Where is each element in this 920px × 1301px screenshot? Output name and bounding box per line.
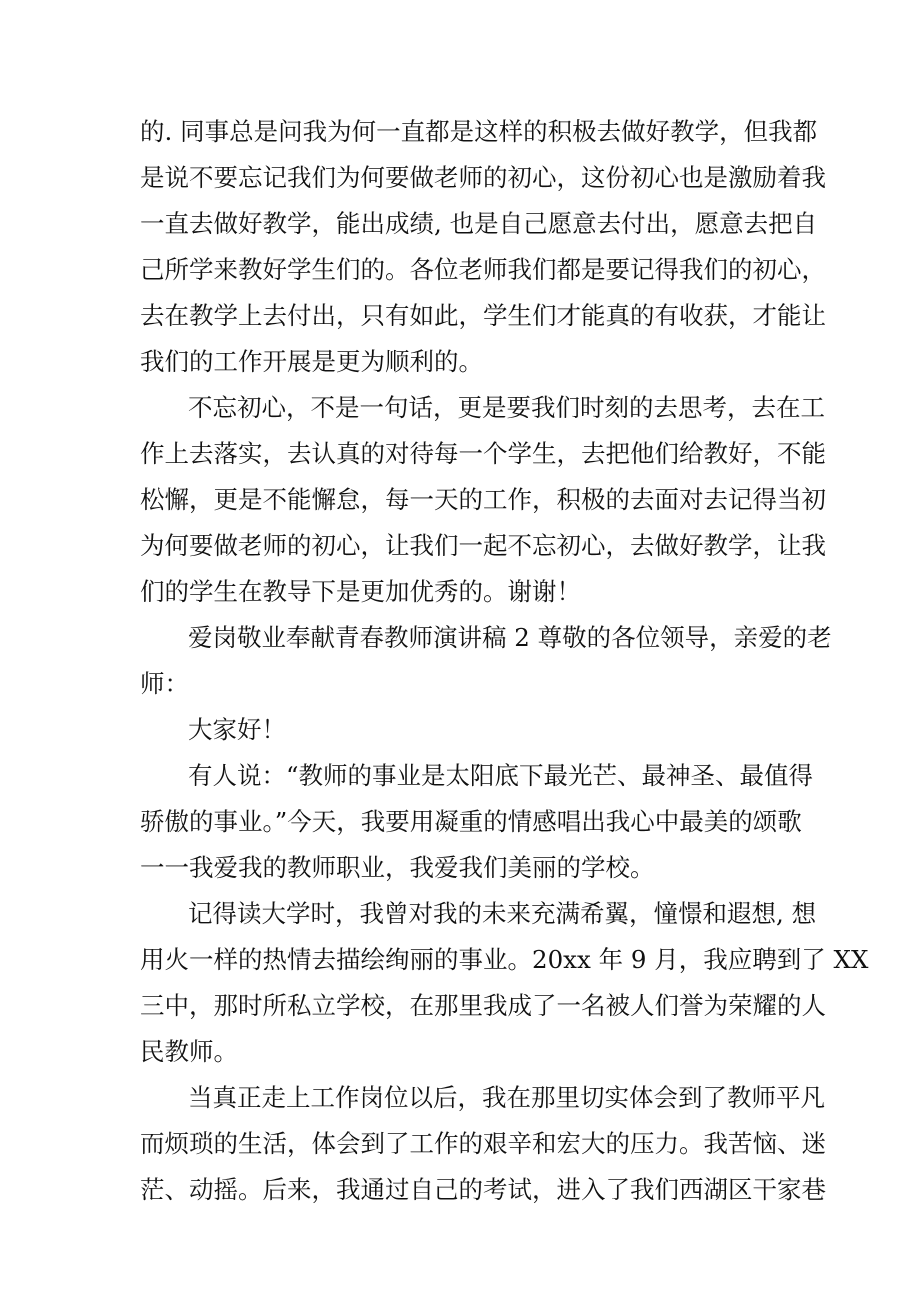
text-line: 松懈，更是不能懈怠，每一天的工作，积极的去面对去记得当初 [140, 485, 826, 514]
text-line: 当真正走上工作岗位以后，我在那里切实体会到了教师平凡 [188, 1083, 825, 1112]
text-line: 记得读大学时，我曾对我的未来充满希翼，憧憬和遐想, 想 [188, 899, 817, 928]
text-line: 我们的工作开展是更为顺利的。 [140, 347, 483, 376]
text-line: 是说不要忘记我们为何要做老师的初心，这份初心也是激励着我 [140, 163, 826, 192]
text-line: 不忘初心，不是一句话，更是要我们时刻的去思考，去在工 [188, 393, 825, 422]
text-line: 爱岗敬业奉献青春教师演讲稿 2 尊敬的各位领导，亲爱的老 [188, 623, 832, 652]
text-line: 而烦琐的生活，体会到了工作的艰辛和宏大的压力。我苦恼、迷 [140, 1129, 826, 1158]
text-line: 茫、动摇。后来，我通过自己的考试，进入了我们西湖区干家巷 [140, 1175, 826, 1204]
text-line: 作上去落实，去认真的对待每一个学生，去把他们给教好，不能 [140, 439, 826, 468]
text-line: 己所学来教好学生们的。各位老师我们都是要记得我们的初心， [140, 255, 826, 284]
text-line: 为何要做老师的初心，让我们一起不忘初心，去做好教学，让我 [140, 531, 826, 560]
text-line: 的. 同事总是问我为何一直都是这样的积极去做好教学，但我都 [140, 117, 818, 146]
text-line: 一一我爱我的教师职业，我爱我们美丽的学校。 [140, 853, 655, 882]
text-line: 师： [140, 669, 189, 698]
text-line: 三中，那时所私立学校，在那里我成了一名被人们誉为荣耀的人 [140, 991, 826, 1020]
text-line: 们的学生在教导下是更加优秀的。谢谢！ [140, 577, 581, 606]
text-line: 民教师。 [140, 1037, 238, 1066]
text-line: 骄傲的事业。”今天，我要用凝重的情感唱出我心中最美的颂歌 [140, 807, 802, 836]
text-line: 大家好！ [188, 715, 286, 744]
text-line: 去在教学上去付出，只有如此，学生们才能真的有收获，才能让 [140, 301, 826, 330]
text-line: 有人说：“教师的事业是太阳底下最光芒、最神圣、最值得 [188, 761, 814, 790]
text-line: 一直去做好教学，能出成绩, 也是自己愿意去付出，愿意去把自 [140, 209, 818, 238]
text-line: 用火一样的热情去描绘绚丽的事业。20xx 年 9 月，我应聘到了 XX [140, 945, 869, 974]
